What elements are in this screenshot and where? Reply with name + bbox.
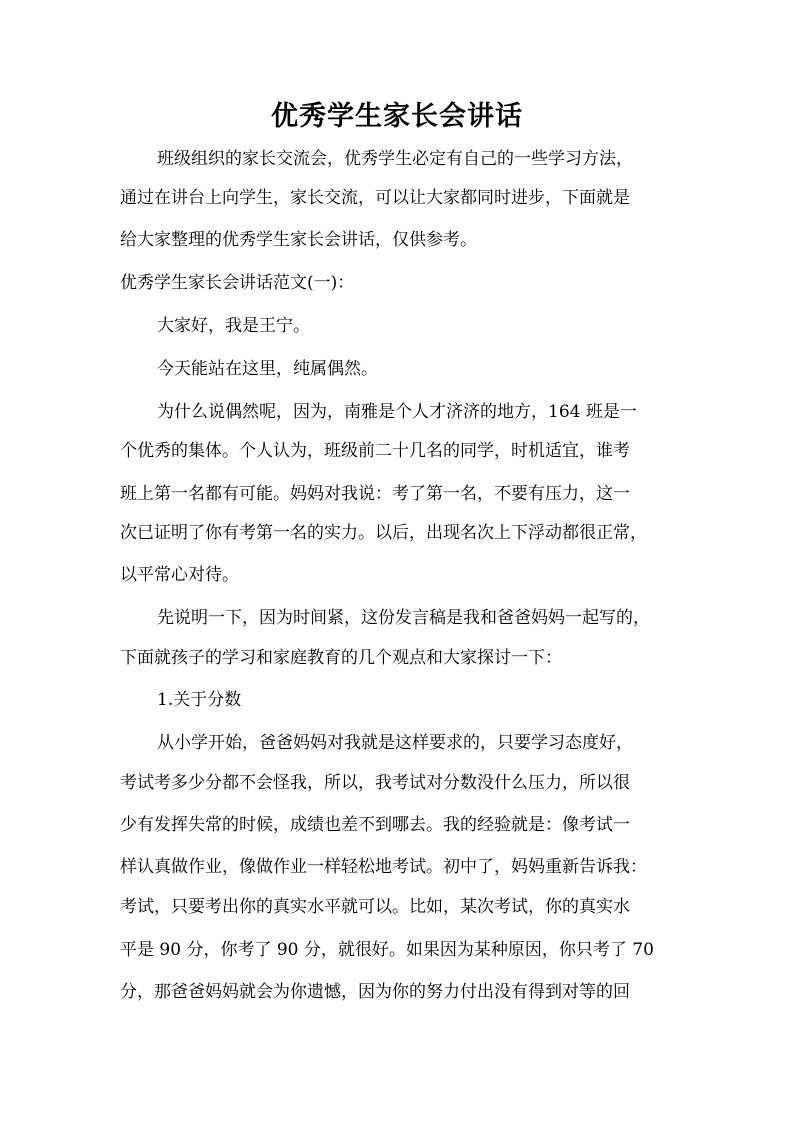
paragraph-line: 从小学开始，爸爸妈妈对我就是这样要求的，只要学习态度好， — [157, 733, 633, 753]
paragraph-line: 给大家整理的优秀学生家长会讲话，仅供参考。 — [120, 230, 477, 250]
paragraph-line: 次已证明了你有考第一名的实力。以后，出现名次上下浮动都很正常， — [120, 523, 647, 543]
paragraph-line: 班级组织的家长交流会，优秀学生必定有自己的一些学习方法， — [157, 149, 633, 169]
paragraph-line: 少有发挥失常的时候，成绩也差不到哪去。我的经验就是：像考试一 — [120, 815, 630, 835]
paragraph-line: 样认真做作业，像做作业一样轻松地考试。初中了，妈妈重新告诉我： — [120, 857, 647, 877]
paragraph-line: 班上第一名都有可能。妈妈对我说：考了第一名，不要有压力，这一 — [120, 484, 630, 504]
paragraph-line: 以平常心对待。 — [120, 565, 239, 585]
subsection-heading: 1.关于分数 — [157, 690, 242, 710]
paragraph-line: 为什么说偶然呢，因为，南雅是个人才济济的地方，164 班是一 — [157, 402, 637, 422]
paragraph-line: 分，那爸爸妈妈就会为你遗憾，因为你的努力付出没有得到对等的回 — [120, 982, 630, 1002]
paragraph-line: 个优秀的集体。个人认为，班级前二十几名的同学，时机适宜，谁考 — [120, 441, 630, 461]
section-heading: 优秀学生家长会讲话范文(一)： — [120, 273, 355, 293]
paragraph-line: 先说明一下，因为时间紧，这份发言稿是我和爸爸妈妈一起写的， — [157, 608, 650, 628]
paragraph-line: 今天能站在这里，纯属偶然。 — [157, 359, 378, 379]
paragraph-line: 考试考多少分都不会怪我，所以，我考试对分数没什么压力，所以很 — [120, 773, 630, 793]
paragraph-line: 通过在讲台上向学生，家长交流，可以让大家都同时进步，下面就是 — [120, 188, 630, 208]
paragraph-line: 考试，只要考出你的真实水平就可以。比如，某次考试，你的真实水 — [120, 897, 630, 917]
document-title: 优秀学生家长会讲话 — [271, 101, 523, 132]
paragraph-line: 下面就孩子的学习和家庭教育的几个观点和大家探讨一下： — [120, 648, 562, 668]
paragraph-line: 平是 90 分，你考了 90 分，就很好。如果因为某种原因，你只考了 70 — [120, 940, 654, 960]
paragraph-line: 大家好，我是王宁。 — [157, 316, 310, 336]
